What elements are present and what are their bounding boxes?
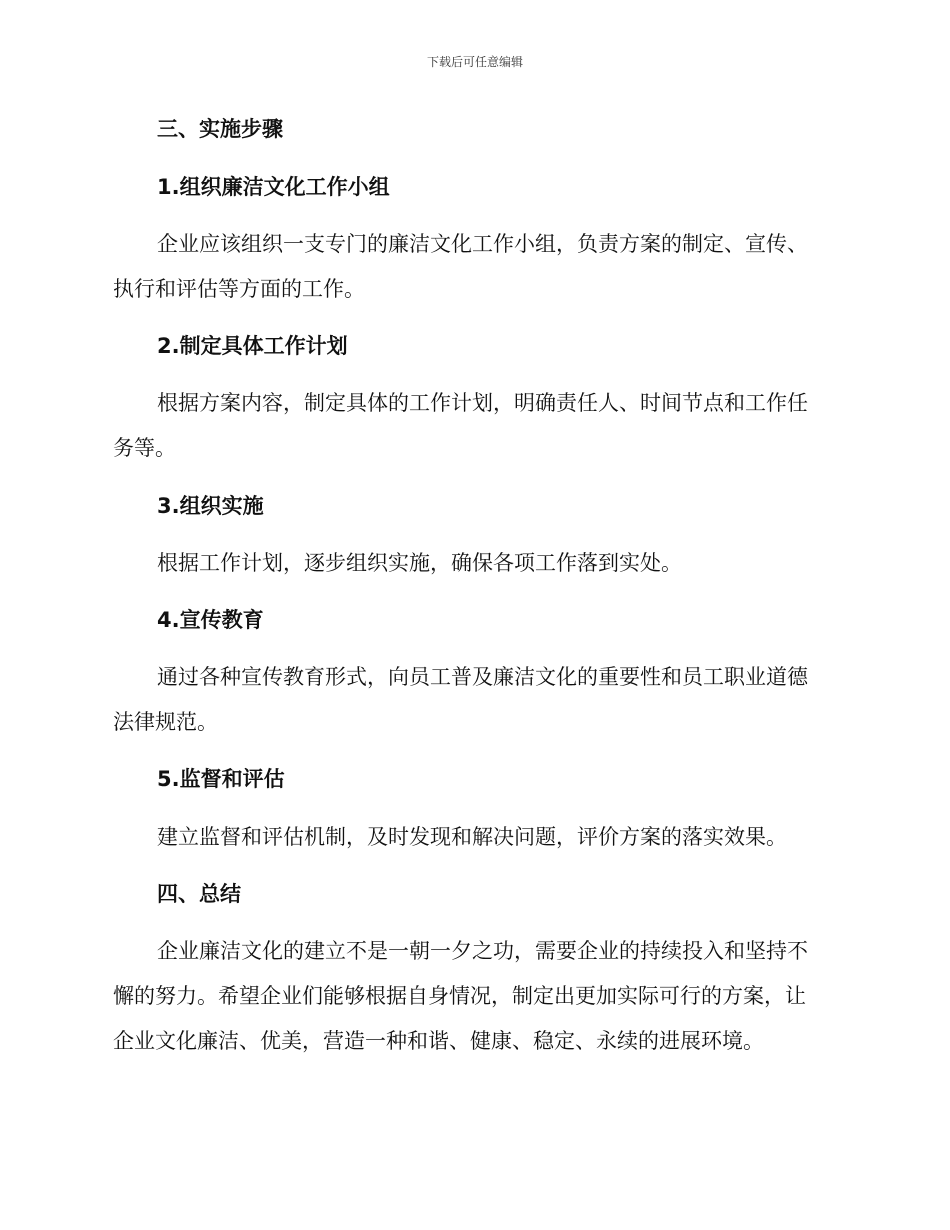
paragraph-line: 企业应该组织一支专门的廉洁文化工作小组，负责方案的制定、宣传、 (157, 232, 808, 256)
step-heading-1: 1.组织廉洁文化工作小组 (157, 175, 390, 199)
step-heading-5: 5.监督和评估 (157, 767, 285, 791)
paragraph-line: 执行和评估等方面的工作。 (113, 277, 365, 301)
paragraph-line: 根据工作计划，逐步组织实施，确保各项工作落到实处。 (157, 551, 682, 575)
step-heading-3: 3.组织实施 (157, 494, 264, 518)
paragraph-line: 建立监督和评估机制，及时发现和解决问题，评价方案的落实效果。 (157, 825, 787, 849)
paragraph-line: 企业廉洁文化的建立不是一朝一夕之功，需要企业的持续投入和坚持不 (157, 939, 808, 963)
paragraph-line: 法律规范。 (113, 710, 218, 734)
paragraph-line: 企业文化廉洁、优美，营造一种和谐、健康、稳定、永续的进展环境。 (113, 1029, 764, 1053)
page-header: 下载后可任意编辑 (426, 55, 523, 69)
paragraph-line: 务等。 (113, 436, 176, 460)
section-heading-4: 四、总结 (157, 882, 241, 906)
paragraph-line: 懈的努力。希望企业们能够根据自身情况，制定出更加实际可行的方案，让 (113, 984, 806, 1008)
section-heading-3: 三、实施步骤 (157, 117, 283, 141)
step-heading-4: 4.宣传教育 (157, 608, 264, 632)
paragraph-line: 通过各种宣传教育形式，向员工普及廉洁文化的重要性和员工职业道德 (157, 665, 808, 689)
paragraph-line: 根据方案内容，制定具体的工作计划，明确责任人、时间节点和工作任 (157, 391, 808, 415)
step-heading-2: 2.制定具体工作计划 (157, 334, 348, 358)
